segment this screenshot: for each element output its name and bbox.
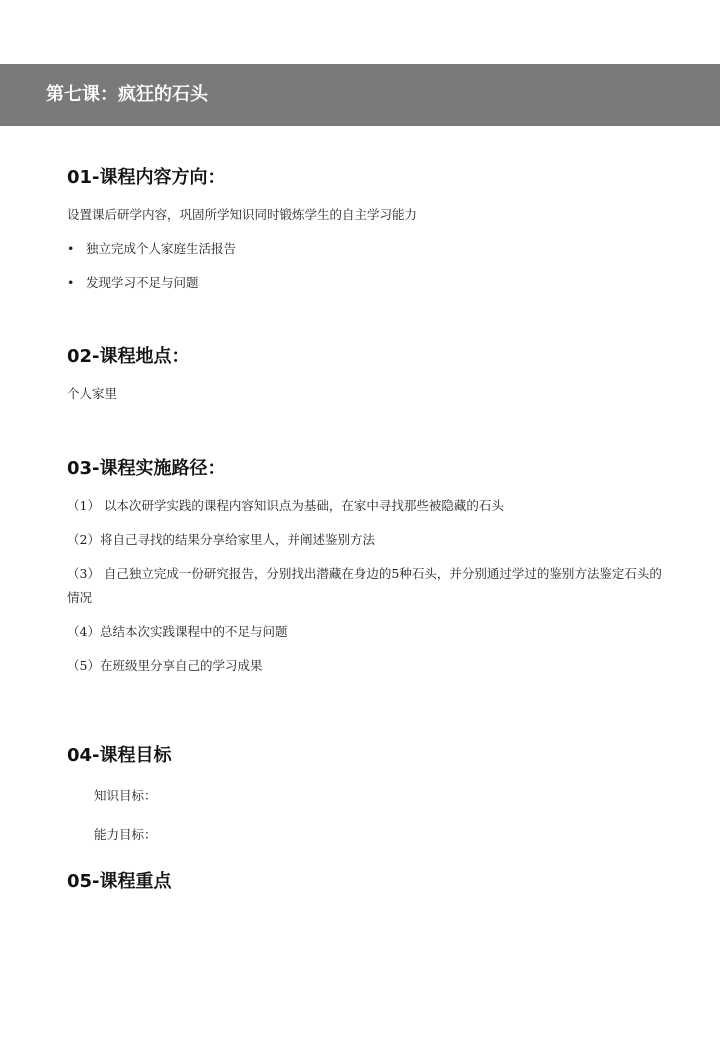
- title-bar: [0, 64, 720, 126]
- bullet-icon: •: [67, 275, 75, 290]
- section-heading-goals: 04-课程目标: [67, 745, 172, 766]
- path-step-4: （4）总结本次实践课程中的不足与问题: [67, 624, 288, 639]
- path-step-2: （2）将自己寻找的结果分享给家里人，并阐述鉴别方法: [67, 532, 375, 547]
- list-item-text: 发现学习不足与问题: [86, 275, 199, 290]
- knowledge-goal-label: 知识目标：: [94, 788, 157, 803]
- bullet-icon: •: [67, 241, 75, 256]
- page-title: 第七课：疯狂的石头: [46, 84, 208, 105]
- section-heading-key-points: 05-课程重点: [67, 871, 172, 892]
- path-step-3: （3） 自己独立完成一份研究报告，分别找出潜藏在身边的5种石头，并分别通过学过的鉴别方法鉴定石头的情况: [67, 566, 662, 605]
- content-intro: 设置课后研学内容，巩固所学知识同时锻炼学生的自主学习能力: [67, 207, 418, 222]
- location-text: 个人家里: [67, 386, 118, 401]
- ability-goal-label: 能力目标：: [94, 827, 157, 842]
- section-heading-content: 01-课程内容方向：: [67, 167, 226, 188]
- section-heading-path: 03-课程实施路径：: [67, 458, 226, 479]
- list-item-text: 独立完成个人家庭生活报告: [86, 241, 237, 256]
- section-heading-location: 02-课程地点：: [67, 346, 190, 367]
- path-step-1: （1） 以本次研学实践的课程内容知识点为基础，在家中寻找那些被隐藏的石头: [67, 498, 504, 513]
- path-step-5: （5）在班级里分享自己的学习成果: [67, 658, 263, 673]
